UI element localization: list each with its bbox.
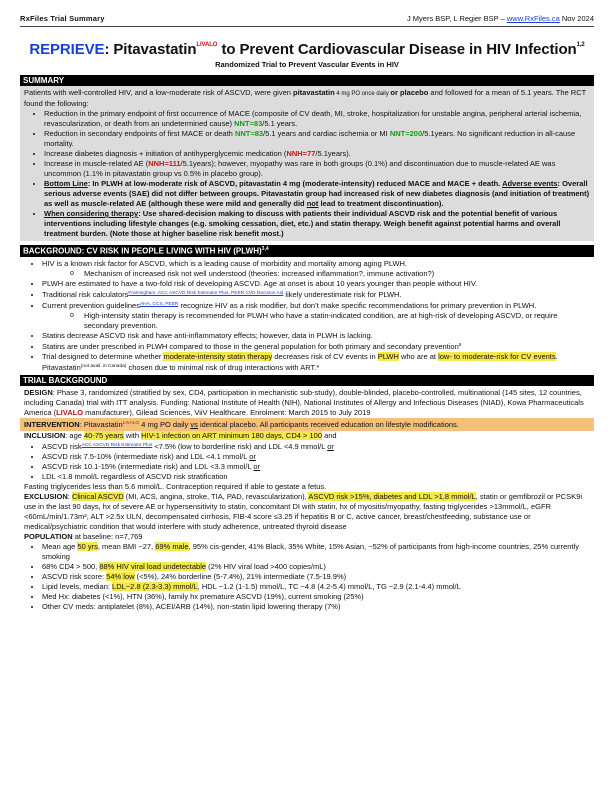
list-item: • Statins decrease ASCVD risk and have anti-inflammatory effects; however, data in PLWH is lacking. xyxy=(42,331,590,341)
exclusion-criteria: EXCLUSION: Clinical ASCVD (MI, ACS, angina, stroke, TIA, PAD, revascularization), ASCVD risk >15%, diabetes and LDL >1.8 mmol/L, statin or gemfibrozil or PCSK9i use in the last 90 days, hx of severe AE or hypersensitivity to statin, concomitant DI with statin, hx of myositis/myopathy, fasting triglycerides >13mmol/L, eGFR <60mL/min/1.73m², ALT >2.5x ULN, decompensated cirrhosis, FIB-4 score ≤3.25 if hepatitis B or C, active cancer, breast/chestfeeding, substance use or medical/psychiatric condition that would interfere with study adherence, untreated thyroid disease xyxy=(24,491,583,531)
website-link[interactable]: www.RxFiles.ca xyxy=(506,14,560,23)
list-item: • Current prevention guidelines$^{AHA, CCS, PEER}$ recognize HIV as a risk modifier, but don’t make specific recommendations for primary prevention in PLWH. xyxy=(42,300,590,311)
inclusion-list xyxy=(24,441,590,482)
risk-calculator-links[interactable]: Framingham, ACC ASCVD Risk Estimator Plus, PEER CVD Decision Aid xyxy=(128,290,284,296)
guideline-links[interactable]: AHA, CCS, PEER xyxy=(139,301,179,307)
trial-heading: TRIAL BACKGROUND xyxy=(20,375,594,386)
page-header xyxy=(20,0,594,27)
list-item: • Lipid levels, median: LDL~2.8 (2.3-3.3) mmol/L, HDL ~1.2 (1-1.5) mmol/L, TC ~4.8 (4.2-5.4) mmol/L, TG ~2.9 (2.1-4.4) mmol/L xyxy=(42,582,590,592)
list-item: • Mean age 50 yrs, mean BMI ~27, 69% male, 95% cis-gender, 41% Black, 35% White, 15% Asian, ~52% of participants from high-income countries, 25% currently smoking xyxy=(42,542,590,562)
when-considering-therapy: • When considering therapy: Use shared-decision making to discuss with patients their individual ASCVD risk and the potential benefit of various interventions including lifestyle changes (e.g. smoking cessation, diet, etc.) and statin therapy. Weigh benefit against potential harms and overall treatment burden. (Note those at higher baseline risk benefit most.) xyxy=(44,209,590,239)
background-section xyxy=(20,257,594,375)
population: POPULATION at baseline: n=7,769 xyxy=(24,531,143,541)
background-heading: BACKGROUND: CV RISK IN PEOPLE LIVING WITH HIV (PLWH)$^{3,4}$ xyxy=(20,245,594,257)
population-list xyxy=(24,542,590,612)
list-item: • ASCVD risk score: 54% low (<5%), 24% borderline (5-7.4%), 21% intermediate (7.5-19.9%) xyxy=(42,572,590,582)
summary-findings xyxy=(24,109,590,239)
list-item: • Statins are under prescribed in PLWH compared to those in the general population for both primary and secondary prevention$^5$ xyxy=(42,341,590,352)
summary-box xyxy=(20,86,594,241)
page-title: REPRIEVE: Pitavastatin$^{LIVALO}$ to Prevent Cardiovascular Disease in HIV Infection$^{1,2}$ xyxy=(29,41,585,58)
title-refs: 1,2 xyxy=(576,42,585,48)
bottom-line: • Bottom Line: In PLWH at low-moderate risk of ASCVD, pitavastatin 4 mg (moderate-intensity) reduced MACE and MACE + death. Adverse events: Overall serious adverse events (SAE) did not differ between groups. Pitavastatin group had increased risk of new diabetes diagnosis (and initiation of treatment) as well as muscle-related AE (although these were mild and generally did not lead to treatment discontinuation). xyxy=(44,179,590,209)
list-item: • ASCVD risk 10.1-15% (intermediate risk) and LDL <3.3 mmol/L or xyxy=(42,462,590,472)
list-item: • Traditional risk calculators$^{Framingham, ACC ASCVD Risk Estimator Plus, PEER CVD Decision Aid}$ likely underestimate risk for PLWH. xyxy=(42,289,590,300)
authors: J Myers BSP, L Regier BSP – xyxy=(406,14,505,23)
intervention-row: INTERVENTION: Pitavastatin$^{LIVALO}$ 4 mg PO daily vs identical placebo. All participants received education on lifestyle modifications. xyxy=(20,418,594,431)
trial-details xyxy=(20,431,594,614)
drug-brand: LIVALO xyxy=(196,42,218,48)
inclusion-note: Fasting triglycerides less than 5.6 mmol/L. Contraception required if able to gestate a fetus. xyxy=(24,481,327,491)
list-item: • PLWH are estimated to have a two-fold risk of developing ASCVD. Age at onset is about 10 years younger than people without HIV. xyxy=(42,279,590,289)
list-subitem: o High-intensity statin therapy is recommended for PLWH who have a statin-indicated condition, are at high-risk of developing ASCVD, or require secondary prevention. xyxy=(24,311,590,331)
list-item: • Reduction in secondary endpoints of first MACE or death NNT=83/5.1 years and cardiac ischemia or MI NNT=200/5.1years. No significant reduction in all-cause mortality. xyxy=(44,129,590,149)
header-right xyxy=(407,14,594,23)
title-rest: to Prevent Cardiovascular Disease in HIV Infection xyxy=(221,41,577,58)
list-item: • Increase in muscle-related AE (NNH=111/5.1years); however, myopathy was rare in both groups (0.1%) and discontinuation due to muscle-related AE was uncommon (1.1% in pitavastatin group vs 0.5% in placebo group). xyxy=(44,159,590,179)
list-item: • 68% CD4 > 500, 88% HIV viral load undetectable (2% HIV viral load >400 copies/mL) xyxy=(42,562,590,572)
list-item: • HIV is a known risk factor for ASCVD, which is a leading cause of morbidity and mortality among aging PLWH. xyxy=(42,259,590,269)
page-subtitle: Randomized Trial to Prevent Vascular Events in HIV xyxy=(215,60,399,69)
list-item: • ASCVD risk$^{ACC ASCVD Risk Estimator Plus}$ <7.5% (low to borderline risk) and LDL <4.9 mmol/L or xyxy=(42,441,590,452)
list-item: • ASCVD risk 7.5-10% (intermediate risk) and LDL <4.1 mmol/L or xyxy=(42,452,590,462)
list-item: • Reduction in the primary endpoint of first occurrence of MACE (composite of CV death, MI, stroke, hospitalization for unstable angina, peripheral arterial ischemia, revascularization, or death from an undetermined cause) NNT=83/5.1 years. xyxy=(44,109,590,129)
list-item: • LDL <1.8 mmol/L regardless of ASCVD risk stratification xyxy=(42,472,590,482)
list-item: • Other CV meds: antiplatelet (8%), ACEI/ARB (14%), non-statin lipid lowering therapy (7%) xyxy=(42,602,590,612)
risk-estimator-link[interactable]: ACC ASCVD Risk Estimator Plus xyxy=(81,442,153,448)
trial-name: REPRIEVE xyxy=(29,41,105,58)
drug-name: Pitavastatin xyxy=(113,41,197,58)
list-item: • Increase diabetes diagnosis + initiation of antihyperglycemic medication (NNH=77/5.1years). xyxy=(44,149,590,159)
list-item: • Med Hx: diabetes (<1%), HTN (36%), family hx premature ASCVD (19%), current smoking (25%) xyxy=(42,592,590,602)
date: Nov 2024 xyxy=(561,14,594,23)
summary-intro: Patients with well-controlled HIV, and a low-moderate risk of ASCVD, were given pitavastatin 4 mg PO once daily or placebo and followed for a mean of 5.1 years. The RCT found the following: xyxy=(24,88,587,108)
list-subitem: o Mechanism of increased risk not well understood (theories: increased inflammation?, immune activation?) xyxy=(24,269,590,279)
list-item: • Trial designed to determine whether moderate-intensity statin therapy decreases risk of CV events in PLWH who are at low- to moderate-risk for CV events. Pitavastatin$^{(not avail. in Canada)}$ chosen due to minimal risk of drug interactions with ART.* xyxy=(42,352,590,373)
background-list xyxy=(24,259,590,269)
trial-design: DESIGN: Phase 3, randomized (stratified by sex, CD4, participation in mechanistic sub-study), double-blinded, placebo-controlled, multinational (145 sites, 12 countries, including Canada) trial with ITT analysis. Funding: National Institute of Health (NIH), National Institutes of Allergy and Infectious Diseases (NIAD), Kowa Pharmaceuticals America (LIVALO manufacturer), Gilead Sciences, ViiV Healthcare. Enrolment: March 2015 to July 2019 xyxy=(24,387,584,417)
inclusion-criteria: INCLUSION: age 40-75 years with HIV-1 infection on ART minimum 180 days, CD4 > 100 and xyxy=(24,430,337,440)
summary-heading: SUMMARY xyxy=(20,75,594,86)
brand-label: RxFiles Trial Summary xyxy=(20,14,105,23)
